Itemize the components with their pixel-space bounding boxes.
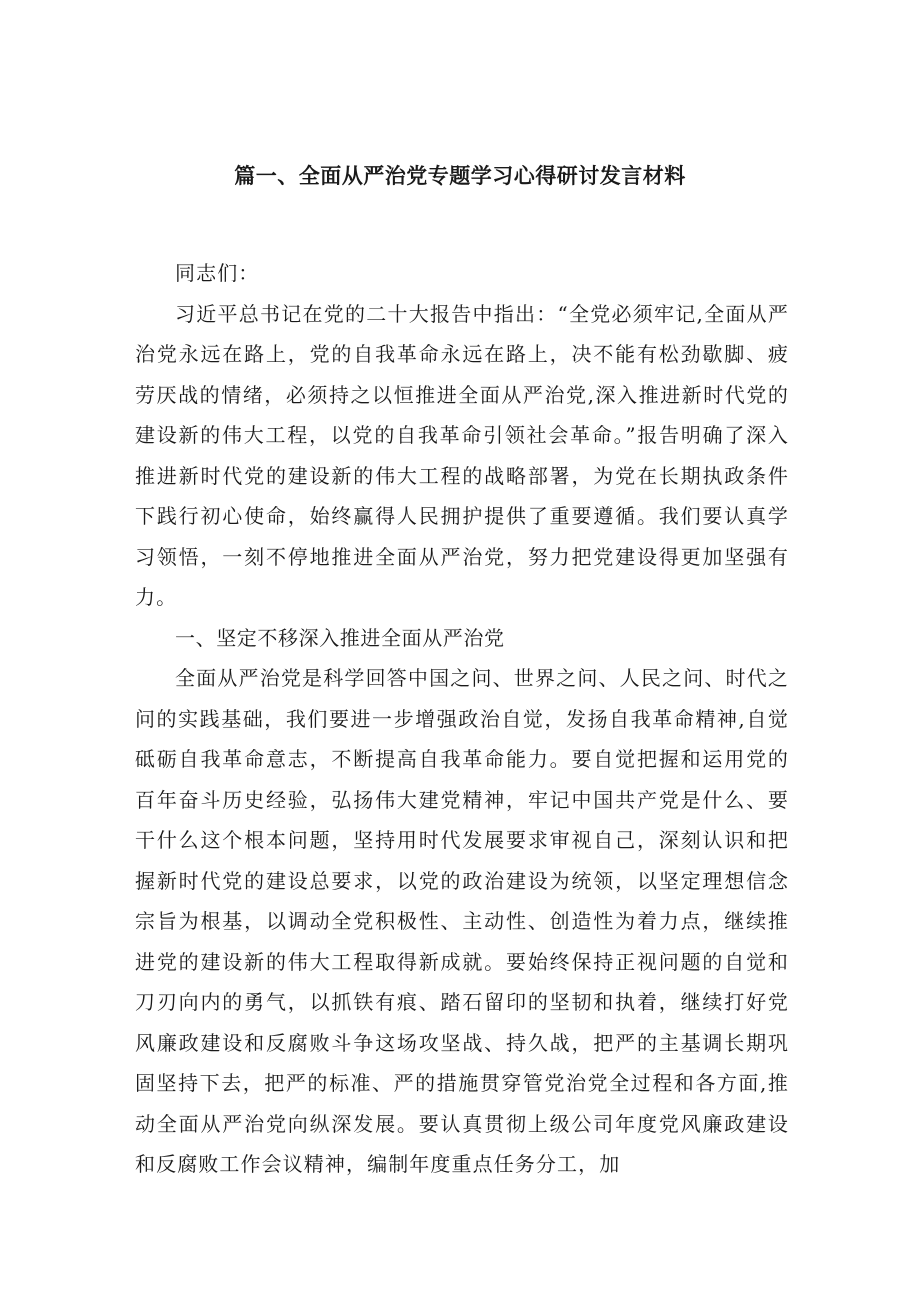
section-paragraph: 全面从严治党是科学回答中国之问、世界之问、人民之问、时代之问的实践基础，我们要进一步增强政治自觉，发扬自我革命精神,自觉砥砺自我革命意志，不断提高自我革命能力。要自觉把握和运用党的百年奋斗历史经验，弘扬伟大建党精神，牢记中国共产党是什么、要干什么这个根本问题，坚持用时代发展要求审视自己，深刻认识和把握新时代党的建设总要求，以党的政治建设为统领，以坚定理想信念宗旨为根基，以调动全党积极性、主动性、创造性为着力点，继续推进党的建设新的伟大工程取得新成就。要始终保持正视问题的自觉和刀刃向内的勇气，以抓铁有痕、踏石留印的坚韧和执着，继续打好党风廉政建设和反腐败斗争这场攻坚战、持久战，把严的主基调长期巩固坚持下去，把严的标准、严的措施贯穿管党治党全过程和各方面,推动全面从严治党向纵深发展。要认真贯彻上级公司年度党风廉政建设和反腐败工作会议精神，编制年度重点任务分工，加 [135, 666, 789, 1176]
salutation: 同志们： [175, 261, 260, 285]
section-heading: 一、坚定不移深入推进全面从严治党 [175, 625, 505, 650]
document-body [135, 253, 789, 1185]
document-title: 篇一、全面从严治党专题学习心得研讨发言材料 [234, 164, 686, 188]
intro-paragraph: 习近平总书记在党的二十大报告中指出：“全党必须牢记,全面从严治党永远在路上，党的自我革命永远在路上，决不能有松劲歇脚、疲劳厌战的情绪，必须持之以恒推进全面从严治党,深入推进新时代党的建设新的伟大工程，以党的自我革命引领社会革命。”报告明确了深入推进新时代党的建设新的伟大工程的战略部署，为党在长期执政条件下践行初心使命，始终赢得人民拥护提供了重要遵循。我们要认真学习领悟，一刻不停地推进全面从严治党，努力把党建设得更加坚强有力。 [135, 301, 789, 609]
